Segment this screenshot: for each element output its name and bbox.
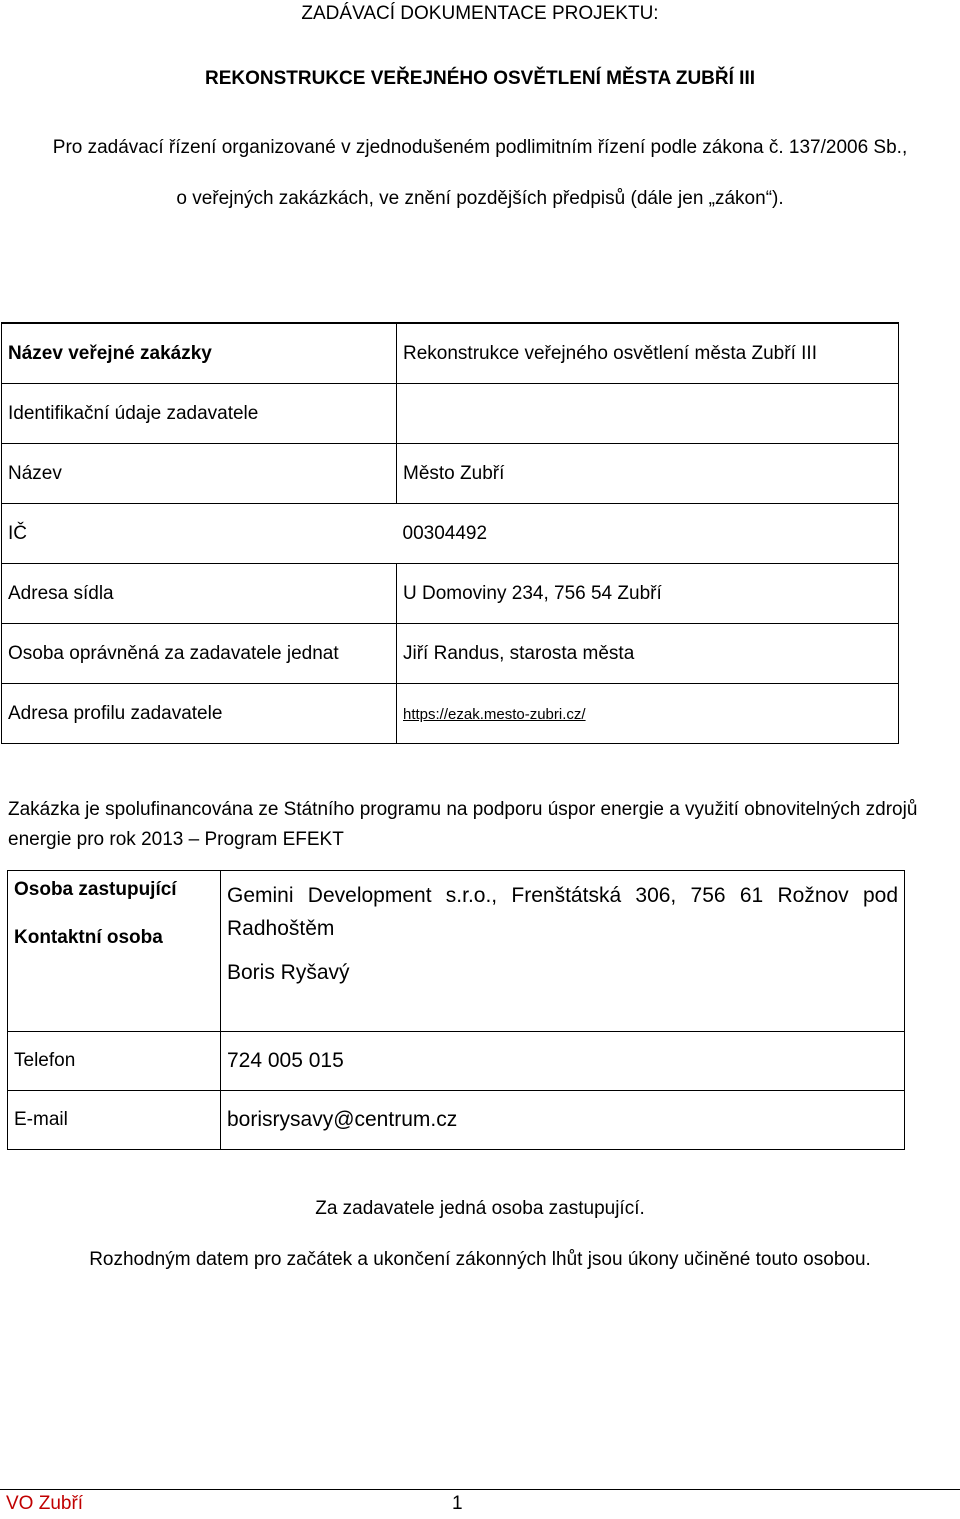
authority-name-value: Město Zubří (397, 444, 899, 504)
table-row (8, 871, 905, 1032)
ic-label: IČ (2, 504, 397, 564)
address-value: U Domoviny 234, 756 54 Zubří (397, 564, 899, 624)
company-value: Gemini Development s.r.o., Frenštátská 306, 756 61 Rožnov pod Radhoštěm (227, 884, 898, 940)
representative-labels-cell (8, 871, 221, 1032)
phone-value: 724 005 015 (221, 1032, 905, 1091)
table-row (2, 384, 899, 444)
ic-value: 00304492 (397, 504, 899, 564)
email-value: borisrysavy@centrum.cz (221, 1091, 905, 1150)
funding-note: Zakázka je spolufinancována ze Státního programu na podporu úspor energie a využití obnovitelných zdrojů energie pro rok 2013 – Program EFEKT (8, 799, 918, 850)
table-row (2, 444, 899, 504)
identification-section-label: Identifikační údaje zadavatele (2, 384, 397, 444)
contract-name-value: Rekonstrukce veřejného osvětlení města Zubří III (397, 323, 899, 384)
table-row (8, 1032, 905, 1091)
profile-address-cell (397, 684, 899, 744)
table-row (2, 323, 899, 384)
contract-name-label: Název veřejné zakázky (2, 323, 397, 384)
document-title: ZADÁVACÍ DOKUMENTACE PROJEKTU: (301, 3, 659, 24)
closing-line-2: Rozhodným datem pro začátek a ukončení zákonných lhůt jsou úkony učiněné touto osobou. (89, 1249, 871, 1270)
contact-person-label: Kontaktní osoba (14, 927, 163, 948)
authorized-person-label: Osoba oprávněná za zadavatele jednat (2, 624, 397, 684)
representative-values-cell (221, 871, 905, 1032)
table-row (8, 1091, 905, 1150)
email-label: E-mail (8, 1091, 221, 1150)
footer-divider (0, 1489, 960, 1490)
table-row (2, 624, 899, 684)
intro-line-2: o veřejných zakázkách, ve znění pozdějších předpisů (dále jen „zákon“). (176, 188, 784, 209)
closing-line-1: Za zadavatele jedná osoba zastupující. (315, 1198, 645, 1219)
profile-address-label: Adresa profilu zadavatele (2, 684, 397, 744)
footer-label: VO Zubří (6, 1493, 84, 1514)
table-row (2, 504, 899, 564)
representative-label: Osoba zastupující (14, 879, 177, 900)
address-label: Adresa sídla (2, 564, 397, 624)
page-number: 1 (452, 1493, 463, 1514)
project-title: REKONSTRUKCE VEŘEJNÉHO OSVĚTLENÍ MĚSTA ZUBŘÍ III (205, 68, 755, 89)
contact-person-value: Boris Ryšavý (227, 961, 350, 984)
empty-cell (397, 384, 899, 444)
table-row (2, 564, 899, 624)
authorized-person-value: Jiří Randus, starosta města (397, 624, 899, 684)
representative-table (7, 870, 905, 1150)
authority-name-label: Název (2, 444, 397, 504)
table-row (2, 684, 899, 744)
phone-label: Telefon (8, 1032, 221, 1091)
profile-address-link[interactable]: https://ezak.mesto-zubri.cz/ (403, 705, 586, 723)
intro-line-1: Pro zadávací řízení organizované v zjednodušeném podlimitním řízení podle zákona č. 137/2006 Sb., (52, 137, 908, 158)
contracting-authority-table (1, 322, 899, 744)
